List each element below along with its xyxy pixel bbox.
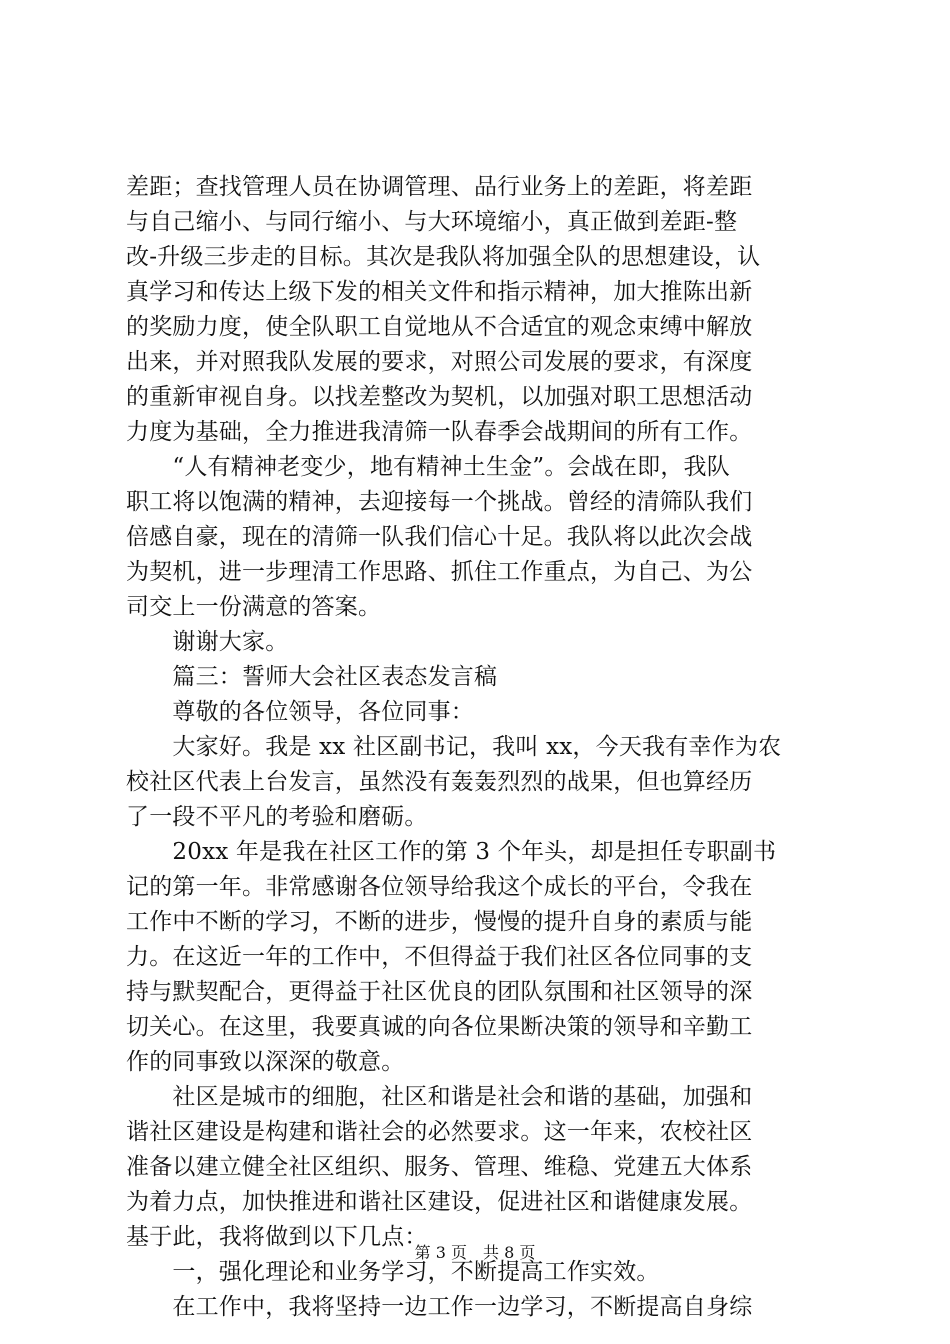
text-line: 的奖励力度，使全队职工自觉地从不合适宜的观念束缚中解放 (126, 314, 753, 340)
text-line: 为着力点，加快推进和谐社区建设，促进社区和谐健康发展。 (126, 1189, 753, 1215)
text-line: 校社区代表上台发言，虽然没有轰轰烈烈的战果，但也算经历 (126, 769, 753, 795)
text-line: 了一段不平凡的考验和磨砺。 (126, 804, 428, 830)
text-line: 为契机，进一步理清工作思路、抓住工作重点，为自己、为公 (126, 559, 753, 585)
text-line: 持与默契配合，更得益于社区优良的团队氛围和社区领导的深 (126, 979, 753, 1005)
section-heading: 篇三：誓师大会社区表态发言稿 (126, 664, 498, 690)
text-line: 职工将以饱满的精神，去迎接每一个挑战。曾经的清筛队我们 (126, 489, 753, 515)
text-line: “人有精神老变少，地有精神土生金”。会战在即，我队 (126, 454, 730, 480)
page-footer: 第 3 页 共 8 页 (414, 1243, 536, 1262)
text-line: 倍感自豪，现在的清筛一队我们信心十足。我队将以此次会战 (126, 524, 753, 550)
text-line: 与自己缩小、与同行缩小、与大环境缩小，真正做到差距-整 (126, 209, 738, 235)
text-line: 谢谢大家。 (126, 629, 289, 655)
text-line: 大家好。我是 xx 社区副书记，我叫 xx，今天我有幸作为农 (126, 734, 782, 760)
text-line: 谐社区建设是构建和谐社会的必然要求。这一年来，农校社区 (126, 1119, 753, 1145)
text-line: 差距；查找管理人员在协调管理、品行业务上的差距，将差距 (126, 174, 753, 200)
text-line: 记的第一年。非常感谢各位领导给我这个成长的平台，令我在 (126, 874, 753, 900)
text-line: 出来，并对照我队发展的要求，对照公司发展的要求，有深度 (126, 349, 753, 375)
text-line: 力度为基础，全力推进我清筛一队春季会战期间的所有工作。 (126, 419, 753, 445)
text-line: 工作中不断的学习，不断的进步，慢慢的提升自身的素质与能 (126, 909, 753, 935)
text-line: 尊敬的各位领导，各位同事： (126, 699, 474, 725)
text-line: 20xx 年是我在社区工作的第 3 个年头，却是担任专职副书 (126, 839, 777, 865)
text-line: 社区是城市的细胞，社区和谐是社会和谐的基础，加强和 (126, 1084, 753, 1110)
document-body (126, 170, 831, 1325)
text-line: 司交上一份满意的答案。 (126, 594, 382, 620)
text-line: 基于此，我将做到以下几点： (126, 1224, 428, 1250)
text-line: 在工作中，我将坚持一边工作一边学习，不断提高自身综 (126, 1294, 753, 1320)
text-line: 的重新审视自身。以找差整改为契机，以加强对职工思想活动 (126, 384, 753, 410)
text-line: 改-升级三步走的目标。其次是我队将加强全队的思想建设，认 (126, 244, 761, 270)
text-line: 切关心。在这里，我要真诚的向各位果断决策的领导和辛勤工 (126, 1014, 753, 1040)
text-line: 准备以建立健全社区组织、服务、管理、维稳、党建五大体系 (126, 1154, 753, 1180)
text-line: 力。在这近一年的工作中，不但得益于我们社区各位同事的支 (126, 944, 753, 970)
text-line: 一，强化理论和业务学习，不断提高工作实效。 (126, 1259, 660, 1285)
text-line: 真学习和传达上级下发的相关文件和指示精神，加大推陈出新 (126, 279, 753, 305)
text-line: 作的同事致以深深的敬意。 (126, 1049, 405, 1075)
